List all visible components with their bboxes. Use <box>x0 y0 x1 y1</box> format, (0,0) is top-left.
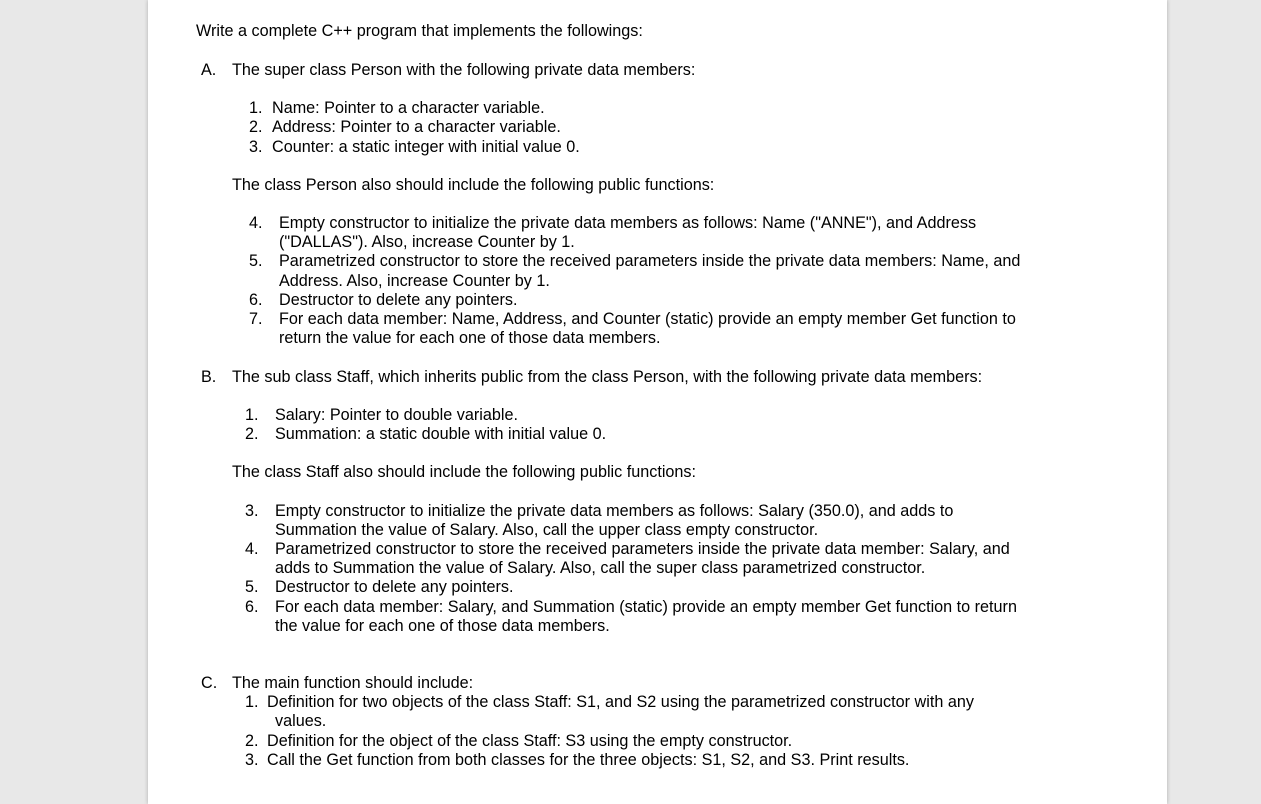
section-b-functions-intro: The class Staff also should include the following public functions: <box>232 463 697 481</box>
list-item: Parametrized constructor to store the received parameters inside the private data member: Salary, and <box>275 540 1010 558</box>
list-item: Definition for the object of the class Staff: S3 using the empty constructor. <box>267 732 793 750</box>
list-item: Name: Pointer to a character variable. <box>272 99 545 117</box>
section-b-heading: The sub class Staff, which inherits public from the class Person, with the following private data members: <box>232 368 983 386</box>
list-item-number: 1. <box>249 99 263 117</box>
list-item-number: 2. <box>249 118 263 136</box>
list-item: Call the Get function from both classes for the three objects: S1, S2, and S3. Print results. <box>267 751 910 769</box>
list-item-number: 7. <box>249 310 263 328</box>
list-item: Empty constructor to initialize the private data members as follows: Salary (350.0), and adds to <box>275 502 954 520</box>
list-item-continuation: the value for each one of those data members. <box>275 617 610 635</box>
section-c-marker: C. <box>201 674 218 692</box>
section-c-heading: The main function should include: <box>232 674 474 692</box>
intro-text: Write a complete C++ program that implements the followings: <box>196 22 643 40</box>
list-item: For each data member: Name, Address, and Counter (static) provide an empty member Get function to <box>279 310 1016 328</box>
list-item: Address: Pointer to a character variable. <box>272 118 561 136</box>
list-item-continuation: values. <box>275 712 327 730</box>
list-item-continuation: return the value for each one of those data members. <box>279 329 661 347</box>
list-item: Destructor to delete any pointers. <box>279 291 518 309</box>
list-item-number: 2. <box>245 732 259 750</box>
list-item-continuation: ("DALLAS"). Also, increase Counter by 1. <box>279 233 575 251</box>
list-item-number: 1. <box>245 693 259 711</box>
list-item: Salary: Pointer to double variable. <box>275 406 518 424</box>
document-page <box>148 0 1167 804</box>
list-item-number: 1. <box>245 406 259 424</box>
list-item: For each data member: Salary, and Summation (static) provide an empty member Get function to return <box>275 598 1017 616</box>
list-item: Empty constructor to initialize the private data members as follows: Name ("ANNE"), and Address <box>279 214 977 232</box>
list-item: Parametrized constructor to store the received parameters inside the private data members: Name, and <box>279 252 1021 270</box>
list-item-number: 4. <box>249 214 263 232</box>
list-item: Summation: a static double with initial value 0. <box>275 425 607 443</box>
list-item-number: 4. <box>245 540 259 558</box>
list-item-number: 3. <box>245 751 259 769</box>
list-item-number: 6. <box>249 291 263 309</box>
list-item-number: 2. <box>245 425 259 443</box>
list-item-continuation: Summation the value of Salary. Also, call the upper class empty constructor. <box>275 521 819 539</box>
list-item: Destructor to delete any pointers. <box>275 578 514 596</box>
list-item: Counter: a static integer with initial value 0. <box>272 138 580 156</box>
list-item-number: 3. <box>245 502 259 520</box>
section-b-marker: B. <box>201 368 217 386</box>
section-a-functions-intro: The class Person also should include the following public functions: <box>232 176 715 194</box>
list-item-continuation: Address. Also, increase Counter by 1. <box>279 272 550 290</box>
list-item-number: 3. <box>249 138 263 156</box>
list-item-continuation: adds to Summation the value of Salary. Also, call the super class parametrized constructor. <box>275 559 926 577</box>
list-item-number: 5. <box>245 578 259 596</box>
section-a-marker: A. <box>201 61 217 79</box>
section-a-heading: The super class Person with the following private data members: <box>232 61 696 79</box>
list-item-number: 5. <box>249 252 263 270</box>
list-item: Definition for two objects of the class Staff: S1, and S2 using the parametrized constructor with any <box>267 693 974 711</box>
list-item-number: 6. <box>245 598 259 616</box>
